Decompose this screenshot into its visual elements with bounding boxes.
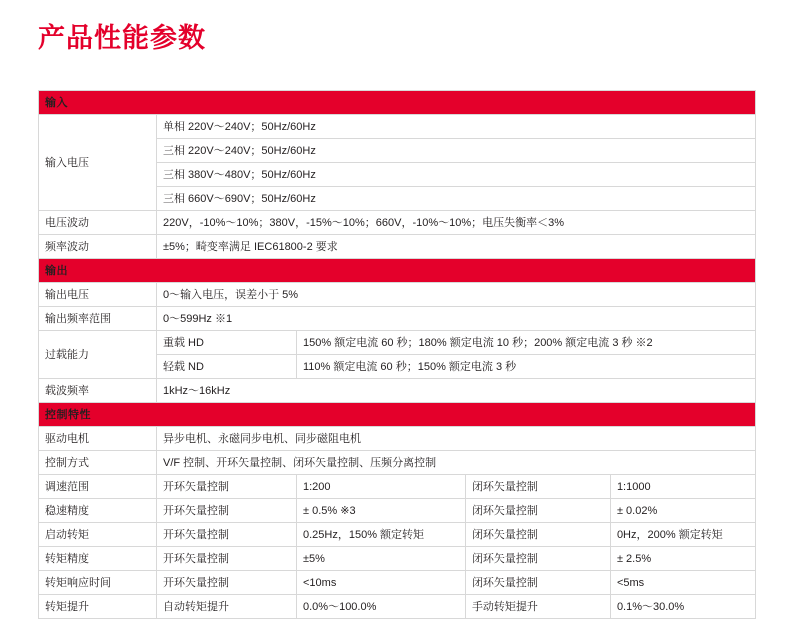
row-label-speed-range: 调速范围	[39, 475, 157, 499]
row-value-start-torque-open: 0.25Hz，150% 额定转矩	[297, 523, 466, 547]
row-value-input-voltage-4: 三相 660V～690V；50Hz/60Hz	[157, 187, 756, 211]
row-sub-speed-range-open: 开环矢量控制	[157, 475, 297, 499]
row-sub-torque-response-open: 开环矢量控制	[157, 571, 297, 595]
row-value-frequency-fluctuation: ±5%；畸变率满足 IEC61800-2 要求	[157, 235, 756, 259]
row-label-torque-response: 转矩响应时间	[39, 571, 157, 595]
row-value-overload-hd: 150% 额定电流 60 秒；180% 额定电流 10 秒；200% 额定电流 3 秒 ※2	[297, 331, 756, 355]
row-sub-torque-accuracy-open: 开环矢量控制	[157, 547, 297, 571]
table-row	[39, 595, 756, 619]
row-value-output-frequency: 0～599Hz ※1	[157, 307, 756, 331]
row-value-speed-range-closed: 1:1000	[610, 475, 755, 499]
table-row	[39, 379, 756, 403]
row-value-voltage-fluctuation: 220V，-10%～10%；380V，-15%～10%；660V，-10%～10%；电压失衡率＜3%	[157, 211, 756, 235]
table-row	[39, 211, 756, 235]
table-row	[39, 571, 756, 595]
row-label-start-torque: 启动转矩	[39, 523, 157, 547]
table-row	[39, 547, 756, 571]
row-label-torque-accuracy: 转矩精度	[39, 547, 157, 571]
row-value-torque-response-closed: <5ms	[610, 571, 755, 595]
row-value-torque-accuracy-closed: ± 2.5%	[610, 547, 755, 571]
row-value-output-voltage: 0～输入电压，误差小于 5%	[157, 283, 756, 307]
row-label-output-voltage: 输出电压	[39, 283, 157, 307]
table-section-row	[39, 91, 756, 115]
row-value-steady-accuracy-closed: ± 0.02%	[610, 499, 755, 523]
row-value-input-voltage-2: 三相 220V～240V；50Hz/60Hz	[157, 139, 756, 163]
row-value-steady-accuracy-open: ± 0.5% ※3	[297, 499, 466, 523]
row-value-carrier-frequency: 1kHz～16kHz	[157, 379, 756, 403]
row-value-torque-response-open: <10ms	[297, 571, 466, 595]
table-row	[39, 427, 756, 451]
row-label-output-frequency: 输出频率范围	[39, 307, 157, 331]
row-label-steady-accuracy: 稳速精度	[39, 499, 157, 523]
row-value-torque-boost-auto: 0.0%～100.0%	[297, 595, 466, 619]
row-label-input-voltage: 输入电压	[39, 115, 157, 211]
table-row	[39, 115, 756, 139]
table-row	[39, 475, 756, 499]
row-sub-overload-nd: 轻载 ND	[157, 355, 297, 379]
table-row	[39, 283, 756, 307]
row-value-control-mode: V/F 控制、开环矢量控制、闭环矢量控制、压频分离控制	[157, 451, 756, 475]
specification-table	[38, 90, 756, 619]
table-section-row	[39, 403, 756, 427]
spec-page	[0, 18, 794, 613]
row-sub-speed-range-closed: 闭环矢量控制	[465, 475, 610, 499]
row-label-torque-boost: 转矩提升	[39, 595, 157, 619]
table-row	[39, 235, 756, 259]
row-sub-steady-accuracy-open: 开环矢量控制	[157, 499, 297, 523]
row-sub-torque-response-closed: 闭环矢量控制	[465, 571, 610, 595]
row-sub-torque-boost-manual: 手动转矩提升	[465, 595, 610, 619]
page-title: 产品性能参数	[38, 23, 206, 53]
row-label-voltage-fluctuation: 电压波动	[39, 211, 157, 235]
section-header-control: 控制特性	[39, 403, 756, 427]
row-value-torque-boost-manual: 0.1%～30.0%	[610, 595, 755, 619]
row-sub-torque-accuracy-closed: 闭环矢量控制	[465, 547, 610, 571]
section-header-output: 输出	[39, 259, 756, 283]
row-sub-torque-boost-auto: 自动转矩提升	[157, 595, 297, 619]
table-section-row	[39, 259, 756, 283]
row-value-speed-range-open: 1:200	[297, 475, 466, 499]
row-value-input-voltage-1: 单相 220V～240V；50Hz/60Hz	[157, 115, 756, 139]
table-row	[39, 451, 756, 475]
table-row	[39, 307, 756, 331]
table-row	[39, 523, 756, 547]
row-sub-start-torque-open: 开环矢量控制	[157, 523, 297, 547]
row-label-frequency-fluctuation: 频率波动	[39, 235, 157, 259]
section-header-input: 输入	[39, 91, 756, 115]
row-label-carrier-frequency: 载波频率	[39, 379, 157, 403]
table-row	[39, 499, 756, 523]
row-sub-start-torque-closed: 闭环矢量控制	[465, 523, 610, 547]
row-sub-overload-hd: 重载 HD	[157, 331, 297, 355]
row-value-motor: 异步电机、永磁同步电机、同步磁阻电机	[157, 427, 756, 451]
row-value-torque-accuracy-open: ±5%	[297, 547, 466, 571]
row-label-control-mode: 控制方式	[39, 451, 157, 475]
row-label-motor: 驱动电机	[39, 427, 157, 451]
row-value-start-torque-closed: 0Hz，200% 额定转矩	[610, 523, 755, 547]
row-value-overload-nd: 110% 额定电流 60 秒；150% 额定电流 3 秒	[297, 355, 756, 379]
row-sub-steady-accuracy-closed: 闭环矢量控制	[465, 499, 610, 523]
row-label-overload: 过载能力	[39, 331, 157, 379]
table-row	[39, 331, 756, 355]
row-value-input-voltage-3: 三相 380V～480V；50Hz/60Hz	[157, 163, 756, 187]
